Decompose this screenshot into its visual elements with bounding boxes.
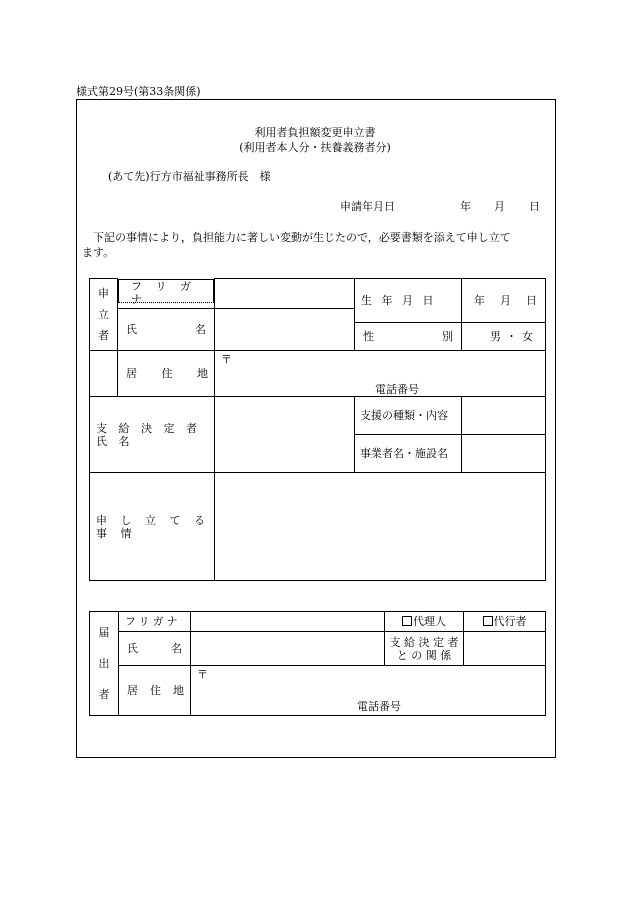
notifier-address-label: 居 住 地	[119, 666, 191, 716]
birthdate-label: 生 年 月 日	[355, 279, 462, 323]
form-subtitle: (利用者本人分・扶養義務者分)	[239, 141, 391, 154]
applicant-name-label: 氏 名	[118, 309, 215, 351]
application-day: 日	[529, 200, 540, 213]
sex-male[interactable]: 男	[490, 330, 501, 343]
agent-option[interactable]: 代理人	[385, 612, 464, 632]
agent-checkbox[interactable]	[402, 616, 412, 626]
postal-mark: 〒	[221, 353, 232, 366]
support-type-input[interactable]	[462, 397, 546, 435]
relation-input[interactable]	[464, 632, 546, 666]
applicant-phone-label: 電話番号	[375, 383, 419, 396]
applicant-table	[89, 278, 546, 581]
application-date-label: 申請年月日	[340, 200, 395, 213]
applicant-address-input[interactable]	[215, 351, 546, 397]
addressee: (あて先)行方市福祉事務所長 様	[108, 170, 271, 183]
notifier-section-label: 届 出 者	[90, 612, 119, 716]
applicant-furigana-label: フ リ ガ ナ	[118, 279, 214, 303]
form-number: 様式第29号(第33条関係)	[76, 85, 201, 98]
recipient-name-label: 支 給 決 定 者 氏 名	[90, 397, 215, 473]
birthdate-value[interactable]: 年 月 日	[462, 279, 546, 323]
applicant-section-label: 申 立 者	[90, 279, 118, 351]
notifier-postal-mark: 〒	[197, 668, 208, 681]
notifier-address-input[interactable]	[191, 666, 546, 716]
sex-female[interactable]: 女	[522, 330, 533, 343]
application-month: 月	[494, 200, 505, 213]
applicant-section-label-cont	[90, 351, 118, 397]
notifier-table	[89, 611, 546, 716]
application-year: 年	[460, 200, 471, 213]
applicant-furigana-input[interactable]	[215, 279, 355, 309]
recipient-name-input[interactable]	[215, 397, 355, 473]
notifier-name-input[interactable]	[191, 632, 385, 666]
applicant-address-label: 居 住 地	[118, 351, 215, 397]
notifier-name-label: 氏 名	[119, 632, 191, 666]
provider-input[interactable]	[462, 435, 546, 473]
notifier-furigana-label: フリガナ	[119, 612, 191, 632]
circumstances-label: 申 し 立 て る 事 情	[90, 473, 215, 581]
notifier-furigana-input[interactable]	[191, 612, 385, 632]
proxy-option[interactable]: 代行者	[464, 612, 546, 632]
proxy-checkbox[interactable]	[483, 616, 493, 626]
sex-options[interactable]: 男 ・ 女	[462, 323, 546, 351]
notifier-phone-label: 電話番号	[357, 700, 401, 713]
intro-text-line1: 下記の事情により，負担能力に著しい変動が生じたので，必要書類を添えて申し立て	[93, 231, 511, 244]
support-type-label: 支援の種類・内容	[355, 397, 462, 435]
circumstances-input[interactable]	[215, 473, 546, 581]
relation-label: 支 給 決 定 者 と の 関 係	[385, 632, 464, 666]
intro-text-line2: ます。	[82, 246, 115, 259]
sex-label: 性 別	[355, 323, 462, 351]
provider-label: 事業者名・施設名	[355, 435, 462, 473]
form-title: 利用者負担額変更申立書	[254, 126, 376, 139]
applicant-name-input[interactable]	[215, 309, 355, 351]
